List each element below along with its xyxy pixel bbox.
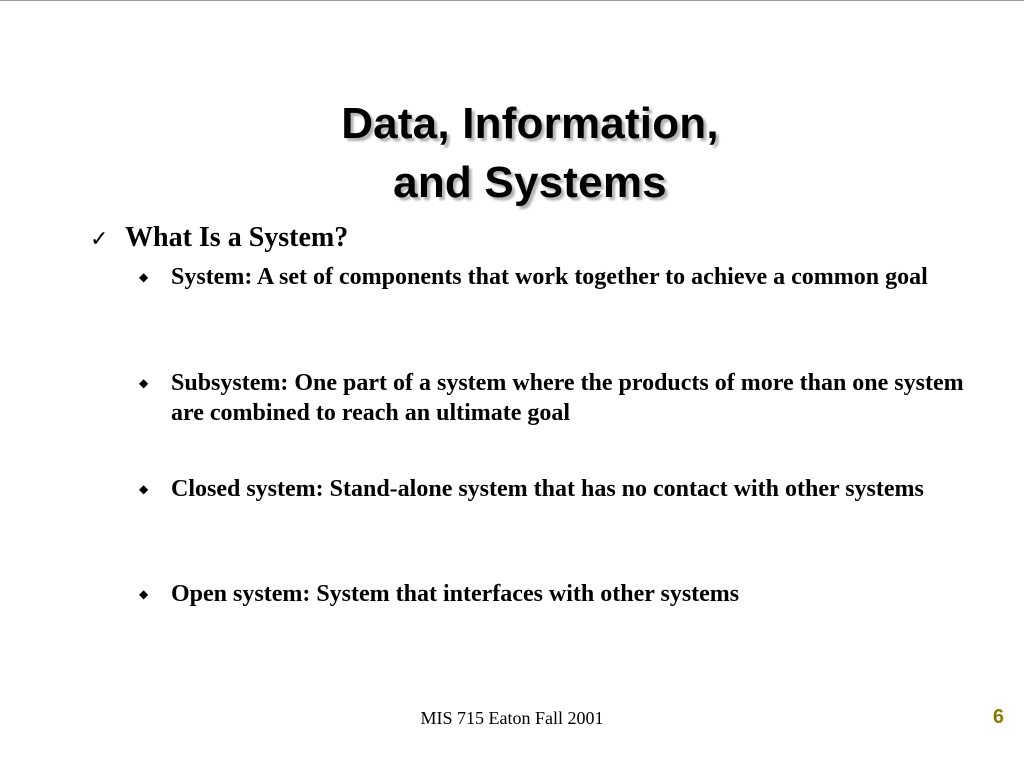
top-divider <box>0 0 1024 1</box>
section-heading <box>90 220 348 258</box>
bullet-item <box>139 368 999 428</box>
bullet-text: Closed system: Stand-alone system that has no contact with other systems <box>171 476 924 502</box>
bullet-text: System: A set of components that work together to achieve a common goal <box>171 264 928 290</box>
diamond-bullet-icon: ◆ <box>139 270 149 284</box>
bullet-item <box>139 262 999 292</box>
bullet-text: Subsystem: One part of a system where the products of more than one system are combined to reach an ultimate goal <box>171 370 964 426</box>
section-heading-text: What Is a System? <box>125 222 349 253</box>
diamond-bullet-icon: ◆ <box>139 482 149 496</box>
diamond-bullet-icon: ◆ <box>139 376 149 390</box>
bullet-text: Open system: System that interfaces with other systems <box>171 581 740 607</box>
title-line-1: Data, Information, <box>341 99 719 148</box>
diamond-bullet-icon: ◆ <box>139 587 149 601</box>
checkmark-icon: ✓ <box>90 227 109 252</box>
page-number: 6 <box>992 706 1004 728</box>
slide-footer: MIS 715 Eaton Fall 2001 <box>420 708 604 728</box>
bullet-item <box>139 474 999 504</box>
bullet-item <box>139 579 999 609</box>
title-line-2: and Systems <box>393 158 667 207</box>
slide-title <box>0 94 1024 212</box>
